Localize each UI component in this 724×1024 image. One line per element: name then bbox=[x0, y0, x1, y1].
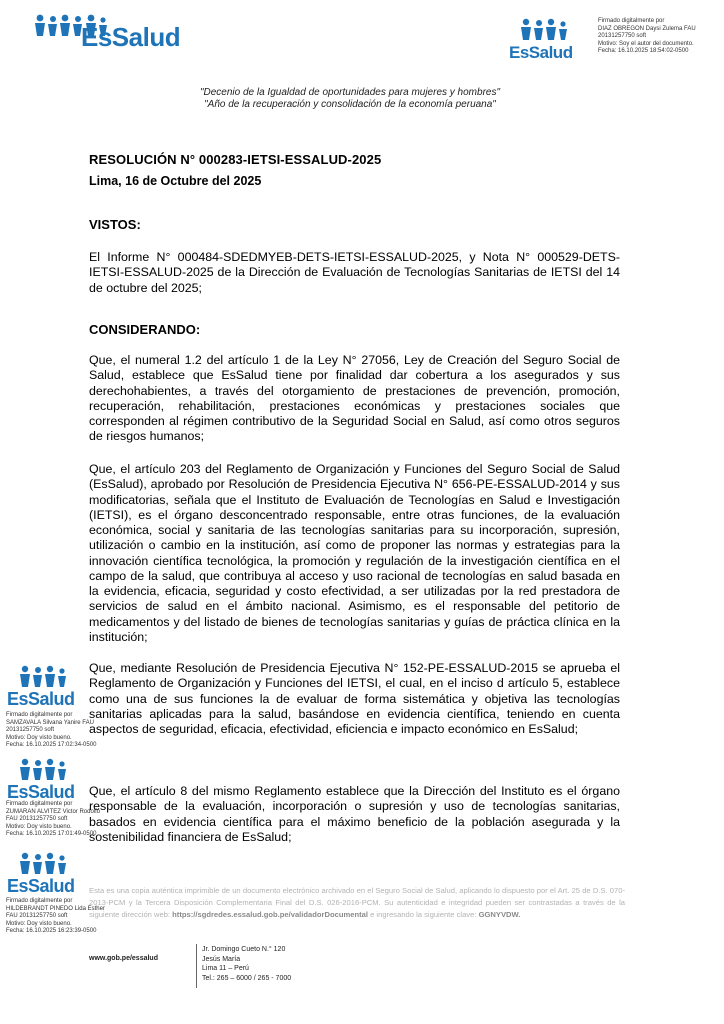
considerando-paragraph-2: Que, el artículo 203 del Reglamento de Organización y Funciones del Seguro Social de Salud (EsSalud), aprobado por Resolución de Presidencia Ejecutiva N° 656-PE-ESSALUD-2014 y sus modificatorias, señala que el Instituto de Evaluación de Tecnologías en Salud e Investigación (IETSI), es el órgano desconcentrado responsable, entre otras funciones, de la evaluación económica, social y sanitaria de las tecnologías sanitarias para su incorporación, supresión, utilización o cambio en la institución, así como de proponer las normas y estrategias para la innovación científica tecnológica, la promoción y regulación de la investigación científica en el campo de la salud, que contribuya al acceso y uso racional de tecnologías en salud basada en la evidencia, eficacia, seguridad y costo efectividad, a ser utilizadas por la red prestadora de servicios de salud en el ámbito nacional. Asimismo, es el responsable del petitorio de medicamentos y del listado de bienes de tecnologías sanitarias y guías de práctica clínica en la institución; bbox=[89, 462, 620, 644]
signature-line: Firmado digitalmente por bbox=[6, 801, 73, 807]
motto bbox=[0, 87, 724, 111]
signature-line: Firmado digitalmente por bbox=[598, 18, 665, 24]
footer-address bbox=[202, 945, 291, 983]
considerando-paragraph-3: Que, mediante Resolución de Presidencia Ejecutiva N° 152-PE-ESSALUD-2015 se aprueba el Reglamento de Organización y Funciones del IETSI, el cual, en el inciso d artículo 5, establece como una de sus funciones la de evaluar de forma sistemática y objetiva las tecnologías sanitarias aplicadas para la salud, basándose en evidencia científica, teniendo en cuenta aspectos de seguridad, eficacia, efectividad, eficiencia e impacto económico en EsSalud; bbox=[89, 661, 620, 736]
signature-line: DIAZ OBREGON Daysi Zulema FAU bbox=[598, 25, 696, 32]
considerando-paragraph-4: Que, el artículo 8 del mismo Reglamento establece que la Dirección del Instituto es el órgano responsable de la evaluación, incorporación o supresión y uso de tecnologías sanitarias, basados en evidencia científica para el máximo beneficio de la población asegurada y la sostenibilidad financiera de EsSalud; bbox=[89, 784, 620, 844]
signature-line: FAU 20131257750 soft bbox=[6, 913, 68, 920]
essalud-logo-side-2 bbox=[6, 758, 78, 804]
signature-line: Fecha: 16.10.2025 17:01:49-0500 bbox=[6, 831, 97, 838]
family-figures-icon bbox=[520, 18, 568, 40]
logo-wordmark: EsSalud bbox=[7, 876, 75, 896]
logo-wordmark: EsSalud bbox=[7, 782, 75, 802]
signature-line: Motivo: Doy visto bueno. bbox=[6, 823, 72, 830]
signature-line: Fecha: 16.10.2025 18:54:02-0500 bbox=[598, 48, 689, 55]
signature-line: 20131257750 soft bbox=[598, 33, 647, 40]
signature-line: SAMZAVALA Silvana Yanire FAU bbox=[6, 719, 94, 726]
resolution-date: Lima, 16 de Octubre del 2025 bbox=[89, 174, 262, 188]
address-line: Jesús María bbox=[202, 955, 241, 963]
vistos-heading: VISTOS: bbox=[89, 217, 141, 232]
logo-wordmark: EsSalud bbox=[7, 689, 75, 709]
signature-line: 20131257750 soft bbox=[6, 727, 55, 734]
digital-signature-side-2 bbox=[6, 801, 100, 839]
signature-line: Motivo: Soy el autor del documento. bbox=[598, 40, 694, 47]
motto-line-1: "Decenio de la Igualdad de oportunidades para mujeres y hombres" bbox=[199, 87, 501, 98]
signature-line: Fecha: 16.10.2025 16:23:39-0500 bbox=[6, 928, 97, 935]
essalud-logo-top-right bbox=[508, 18, 578, 64]
signature-line: Firmado digitalmente por bbox=[6, 898, 73, 904]
considerando-paragraph-1: Que, el numeral 1.2 del artículo 1 de la Ley N° 27056, Ley de Creación del Seguro Social de Salud, establece que EsSalud tiene por finalidad dar cobertura a los asegurados y sus derechohabientes, a través del otorgamiento de prestaciones de prevención, promoción, recuperación, rehabilitación, prestaciones económicas y prestaciones sociales que corresponden al régimen contributivo de la Seguridad Social en Salud, así como otros seguros de riesgos humanos; bbox=[89, 353, 620, 444]
essalud-logo-side-1 bbox=[6, 665, 78, 711]
validation-code: GGNYVDW. bbox=[478, 910, 521, 920]
signature-line: Fecha: 16.10.2025 17:02:34-0500 bbox=[6, 742, 97, 749]
motto-line-2: "Año de la recuperación y consolidación de la economía peruana" bbox=[204, 99, 496, 110]
authenticity-note-text-2: e ingresando la siguiente clave: bbox=[367, 910, 479, 920]
considerando-heading: CONSIDERANDO: bbox=[89, 322, 201, 337]
essalud-logo-top-left bbox=[34, 14, 181, 52]
signature-line: Motivo: Doy visto bueno. bbox=[6, 920, 72, 927]
address-line: Lima 11 – Perú bbox=[202, 965, 249, 972]
digital-signature-top bbox=[598, 18, 696, 56]
signature-line: Motivo: Doy visto bueno. bbox=[6, 734, 72, 741]
digital-signature-side-1 bbox=[6, 712, 96, 750]
signature-line: ZUMARAN ALVITEZ Victor Rodolfo bbox=[6, 808, 101, 815]
signature-line: HILDEBRANDT PINEDO Lida Esther bbox=[6, 905, 105, 912]
address-line: Tel.: 265 – 6000 / 265 - 7000 bbox=[202, 974, 292, 982]
essalud-logo-side-3 bbox=[6, 852, 78, 898]
family-figures-icon bbox=[19, 665, 67, 687]
logo-wordmark: EsSalud bbox=[81, 22, 181, 52]
authenticity-note bbox=[89, 885, 625, 922]
footer-divider bbox=[196, 944, 197, 988]
authenticity-note-text: Esta es una copia auténtica imprimible de un documento electrónico archivado en el Seguro Social de Salud, aplicando lo dispuesto por el Art. 25 de D.S. 070-2013-PCM y la Tercera Disposición Complementaria Final del D.S. 026-2016-PCM. Su autenticidad e integridad pueden ser contrastadas a través de la siguiente dirección web: bbox=[89, 886, 625, 920]
family-figures-icon bbox=[19, 852, 67, 874]
address-line: Jr. Domingo Cueto N.° 120 bbox=[202, 946, 286, 953]
family-figures-icon bbox=[19, 758, 67, 780]
signature-line: Firmado digitalmente por bbox=[6, 712, 73, 718]
signature-line: FAU 20131257750 soft bbox=[6, 816, 68, 823]
vistos-paragraph: El Informe N° 000484-SDEDMYEB-DETS-IETSI-ESSALUD-2025, y Nota N° 000529-DETS-IETSI-ESSALUD-2025 de la Dirección de Evaluación de Tecnologías Sanitarias de IETSI del 14 de octubre del 2025; bbox=[89, 250, 620, 295]
gob-url[interactable]: www.gob.pe/essalud bbox=[89, 955, 158, 962]
logo-wordmark: EsSalud bbox=[509, 43, 573, 62]
resolution-title: RESOLUCIÓN N° 000283-IETSI-ESSALUD-2025 bbox=[89, 152, 382, 167]
validation-url-link[interactable]: https://sgdredes.essalud.gob.pe/validadorDocumental bbox=[172, 910, 368, 920]
